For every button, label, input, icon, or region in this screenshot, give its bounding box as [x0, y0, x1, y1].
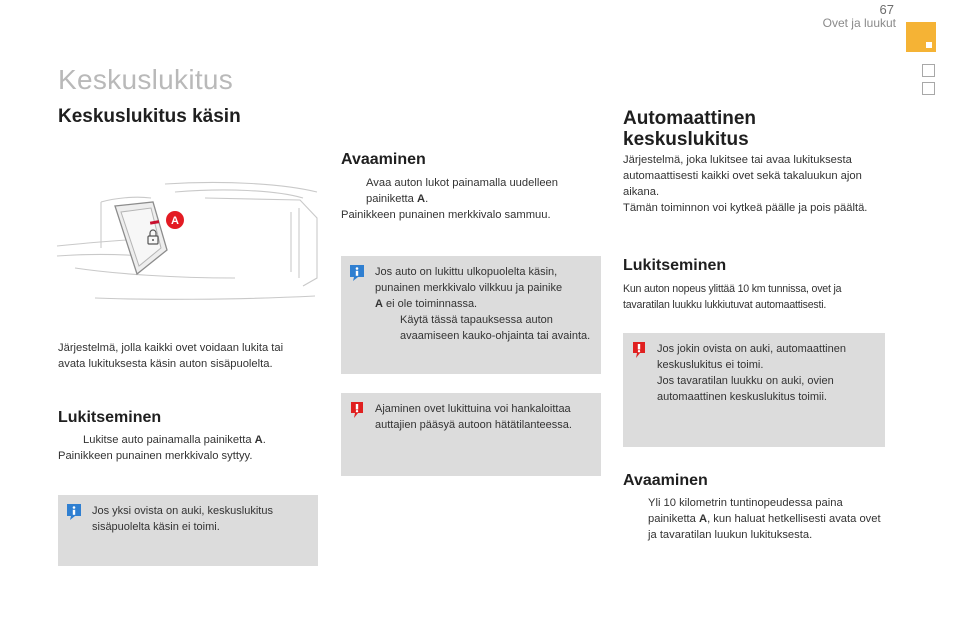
manual-unlocking-bullet: Avaa auton lukot painamalla uudelleen painiketta A. [366, 177, 558, 205]
button-ref: A [699, 513, 708, 525]
info-note-text: Jos yksi ovista on auki, keskuslukitus sisäpuolelta käsin ei toimi. [92, 505, 273, 533]
manual-locking-bullet: Lukitse auto painamalla painiketta A. [83, 434, 266, 446]
info-icon [65, 503, 83, 521]
figure-label-a: A [171, 215, 179, 227]
warning-note-text: Jos jokin ovista on auki, automaattinen keskuslukitus ei toimi. Jos tavaratilan luukku on auki, ovien automaattinen keskuslukitus toimii. [657, 343, 846, 403]
page-number: 67 [879, 2, 894, 17]
warning-note-driving [341, 393, 601, 476]
automatic-locking-text: Kun auton nopeus ylittää 10 km tunnissa, ovet ja tavaratilan luukku lukkiutuvat automaattisesti. [623, 283, 842, 311]
manual-locking-after: Painikkeen punainen merkkivalo syttyy. [58, 450, 253, 462]
automatic-unlocking-bullet: Yli 10 kilometrin tuntinopeudessa paina painiketta A, kun haluat hetkellisesti avata ovet ja tavaratilan luukun lukituksesta. [648, 497, 881, 541]
square-icon [926, 42, 932, 48]
warning-icon [348, 401, 366, 419]
section-name: Ovet ja luukut [822, 16, 896, 30]
info-note-unlock [341, 256, 601, 374]
door-lock-button-illustration [55, 178, 321, 306]
warning-icon [630, 341, 648, 359]
chapter-tab-active[interactable] [906, 22, 936, 52]
button-ref: A [254, 434, 263, 446]
chapter-tab[interactable] [922, 82, 935, 95]
manual-heading: Keskuslukitus käsin [58, 106, 241, 127]
manual-intro: Järjestelmä, jolla kaikki ovet voidaan lukita tai avata lukituksesta käsin auton sisäpuolelta. [58, 342, 284, 370]
info-icon [348, 264, 366, 282]
chapter-tab[interactable] [922, 64, 935, 77]
manual-unlocking-heading: Avaaminen [341, 151, 426, 168]
button-ref: A [375, 298, 383, 310]
info-note-manual [58, 495, 318, 566]
page-title: Keskuslukitus [58, 64, 234, 95]
manual-locking-heading: Lukitseminen [58, 409, 162, 426]
automatic-intro-2: Tämän toiminnon voi kytkeä päälle ja pois päältä. [623, 202, 868, 214]
automatic-heading: Automaattinen keskuslukitus [623, 108, 756, 150]
button-ref: A [417, 193, 426, 205]
info-note-text: Jos auto on lukittu ulkopuolelta käsin, punainen merkkivalo vilkkuu ja painike A ei ole toiminnassa. Käytä tässä tapauksessa auton avaamiseen kauko-ohjainta tai avainta. [375, 266, 591, 342]
automatic-intro: Järjestelmä, joka lukitsee tai avaa lukituksesta automaattisesti kaikki ovet sekä takaluukun ajon aikana. [623, 154, 862, 198]
manual-unlocking-after: Painikkeen punainen merkkivalo sammuu. [341, 209, 551, 221]
warning-note-text: Ajaminen ovet lukittuina voi hankaloittaa auttajien pääsyä autoon hätätilanteessa. [375, 403, 572, 431]
automatic-locking-heading: Lukitseminen [623, 257, 727, 274]
warning-note-automatic [623, 333, 885, 447]
automatic-unlocking-heading: Avaaminen [623, 472, 708, 489]
